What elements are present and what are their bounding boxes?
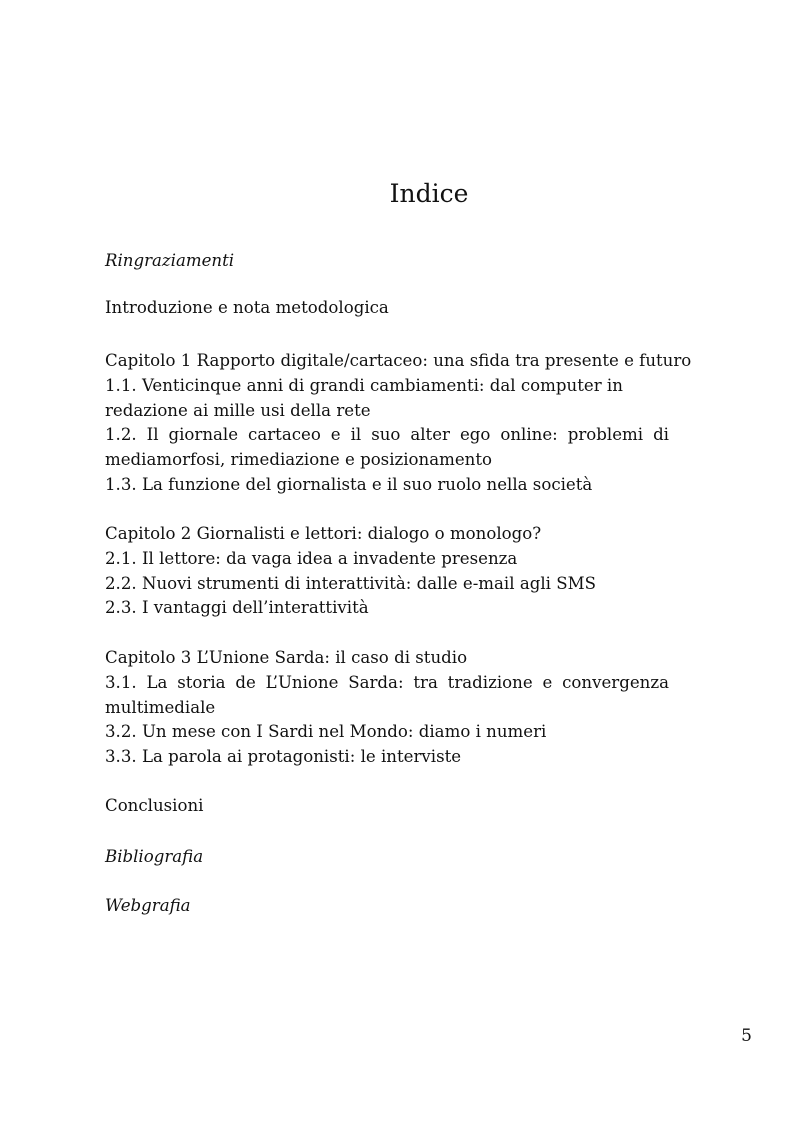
section-entry: 1.2. Il giornale cartaceo e il suo alter ego online: problemi di <box>105 425 669 445</box>
toc-entry: Introduzione e nota metodologica <box>105 298 389 317</box>
toc-chapter-2 <box>105 522 669 621</box>
section-entry: 2.3. I vantaggi dell’interattività <box>105 598 369 618</box>
section-entry: 1.3. La funzione del giornalista e il suo ruolo nella società <box>105 474 593 494</box>
toc-entry: Bibliografia <box>105 847 204 866</box>
toc-chapter-3 <box>105 646 669 770</box>
toc-bibliografia <box>105 845 669 870</box>
section-entry-continued: redazione ai mille usi della rete <box>105 400 371 420</box>
toc-ringraziamenti <box>105 249 669 274</box>
section-entry: 3.2. Un mese con I Sardi nel Mondo: diamo i numeri <box>105 722 547 742</box>
section-entry: 3.1. La storia de L’Unione Sarda: tra tradizione e convergenza <box>105 672 669 692</box>
toc-entry: Conclusioni <box>105 796 204 815</box>
toc-introduzione <box>105 296 669 321</box>
toc-conclusioni <box>105 794 669 819</box>
toc-webgrafia <box>105 894 669 919</box>
section-entry-continued: mediamorfosi, rimediazione e posizionamento <box>105 450 493 470</box>
section-entry: 3.3. La parola ai protagonisti: le interviste <box>105 747 462 767</box>
section-entry: 2.2. Nuovi strumenti di interattività: dalle e-mail agli SMS <box>105 573 596 593</box>
section-entry: 1.1. Venticinque anni di grandi cambiamenti: dal computer in <box>105 375 623 395</box>
chapter-title: Capitolo 1 Rapporto digitale/cartaceo: una sfida tra presente e futuro <box>105 351 692 370</box>
page-title: Indice <box>389 179 469 208</box>
section-entry: 2.1. Il lettore: da vaga idea a invadente presenza <box>105 548 518 568</box>
chapter-title: Capitolo 3 L’Unione Sarda: il caso di studio <box>105 648 468 667</box>
toc-chapter-1 <box>105 349 692 498</box>
chapter-title: Capitolo 2 Giornalisti e lettori: dialogo o monologo? <box>105 524 542 543</box>
toc-entry: Webgrafia <box>105 896 191 915</box>
page-number: 5 <box>741 1026 752 1046</box>
section-entry-continued: multimediale <box>105 697 216 717</box>
toc-entry: Ringraziamenti <box>105 251 235 270</box>
